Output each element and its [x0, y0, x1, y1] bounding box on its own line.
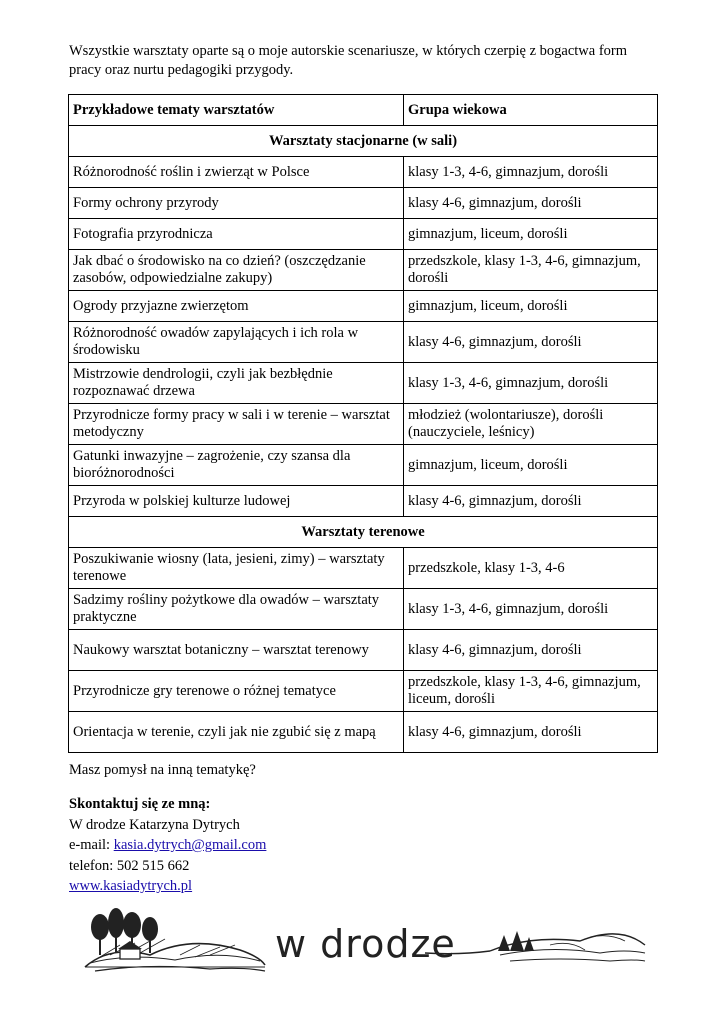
header-topics: Przykładowe tematy warsztatów: [69, 95, 404, 126]
contact-phone: telefon: 502 515 662: [69, 857, 190, 874]
contact-heading: Skontaktuj się ze mną:: [69, 796, 211, 812]
age-group-cell: klasy 4-6, gimnazjum, dorośli: [404, 630, 658, 671]
age-group-cell: klasy 4-6, gimnazjum, dorośli: [404, 712, 658, 753]
age-group-cell: przedszkole, klasy 1-3, 4-6, gimnazjum, liceum, dorośli: [404, 671, 658, 712]
table-row: [69, 157, 658, 188]
topic-cell: Mistrzowie dendrologii, czyli jak bezbłędnie rozpoznawać drzewa: [69, 363, 404, 404]
topic-cell: Fotografia przyrodnicza: [69, 219, 404, 250]
age-group-cell: przedszkole, klasy 1-3, 4-6: [404, 548, 658, 589]
section-title: Warsztaty terenowe: [69, 517, 658, 548]
table-row: [69, 291, 658, 322]
header-age-group: Grupa wiekowa: [404, 95, 658, 126]
topic-cell: Sadzimy rośliny pożytkowe dla owadów – warsztaty praktyczne: [69, 589, 404, 630]
left-trees-icon: [91, 908, 158, 959]
topic-cell: Różnorodność owadów zapylających i ich rola w środowisku: [69, 322, 404, 363]
right-landscape-icon: [425, 934, 645, 961]
topic-cell: Przyrodnicze gry terenowe o różnej tematyce: [69, 671, 404, 712]
age-group-cell: młodzież (wolontariusze), dorośli (nauczyciele, leśnicy): [404, 404, 658, 445]
left-landscape-icon: [85, 939, 265, 971]
section-title: Warsztaty stacjonarne (w sali): [69, 126, 658, 157]
table-row: [69, 250, 658, 291]
table-header-row: [69, 95, 658, 126]
topic-cell: Przyroda w polskiej kulturze ludowej: [69, 486, 404, 517]
age-group-cell: klasy 1-3, 4-6, gimnazjum, dorośli: [404, 363, 658, 404]
age-group-cell: klasy 4-6, gimnazjum, dorośli: [404, 322, 658, 363]
email-label: e-mail:: [69, 837, 114, 853]
section-row: [69, 126, 658, 157]
table-row: [69, 188, 658, 219]
intro-paragraph: Wszystkie warsztaty oparte są o moje autorskie scenariusze, w których czerpię z bogactwa form pracy oraz nurtu pedagogiki przygody.: [69, 43, 628, 78]
topic-cell: Przyrodnicze formy pracy w sali i w terenie – warsztat metodyczny: [69, 404, 404, 445]
table-row: [69, 363, 658, 404]
email-link[interactable]: kasia.dytrych@gmail.com: [113, 837, 267, 853]
age-group-cell: gimnazjum, liceum, dorośli: [404, 445, 658, 486]
age-group-cell: klasy 4-6, gimnazjum, dorośli: [404, 486, 658, 517]
age-group-cell: klasy 1-3, 4-6, gimnazjum, dorośli: [404, 157, 658, 188]
contact-email-line: [69, 835, 266, 856]
table-row: [69, 219, 658, 250]
logo-text: w drodze: [275, 922, 456, 966]
workshops-table: [68, 94, 658, 753]
topic-cell: Poszukiwanie wiosny (lata, jesieni, zimy) – warsztaty terenowe: [69, 548, 404, 589]
contact-block: [69, 794, 266, 897]
age-group-cell: klasy 4-6, gimnazjum, dorośli: [404, 188, 658, 219]
contact-name: W drodze Katarzyna Dytrych: [69, 816, 240, 833]
age-group-cell: gimnazjum, liceum, dorośli: [404, 291, 658, 322]
right-trees-icon: [498, 931, 534, 951]
age-group-cell: gimnazjum, liceum, dorośli: [404, 219, 658, 250]
topic-cell: Naukowy warsztat botaniczny – warsztat terenowy: [69, 630, 404, 671]
topic-cell: Jak dbać o środowisko na co dzień? (oszczędzanie zasobów, odpowiedzialne zakupy): [69, 250, 404, 291]
table-row: [69, 630, 658, 671]
topic-cell: Ogrody przyjazne zwierzętom: [69, 291, 404, 322]
footer-logo: [80, 905, 650, 985]
topic-cell: Gatunki inwazyjne – zagrożenie, czy szansa dla bioróżnorodności: [69, 445, 404, 486]
table-row: [69, 589, 658, 630]
table-row: [69, 404, 658, 445]
topic-cell: Różnorodność roślin i zwierząt w Polsce: [69, 157, 404, 188]
closing-question: Masz pomysł na inną tematykę?: [69, 762, 256, 778]
topic-cell: Formy ochrony przyrody: [69, 188, 404, 219]
table-row: [69, 486, 658, 517]
age-group-cell: przedszkole, klasy 1-3, 4-6, gimnazjum, dorośli: [404, 250, 658, 291]
landscape-illustration: [80, 905, 650, 985]
table-row: [69, 322, 658, 363]
table-row: [69, 712, 658, 753]
topic-cell: Orientacja w terenie, czyli jak nie zgubić się z mapą: [69, 712, 404, 753]
table-row: [69, 671, 658, 712]
website-link[interactable]: www.kasiadytrych.pl: [69, 878, 193, 894]
table-row: [69, 445, 658, 486]
section-row: [69, 517, 658, 548]
age-group-cell: klasy 1-3, 4-6, gimnazjum, dorośli: [404, 589, 658, 630]
table-row: [69, 548, 658, 589]
